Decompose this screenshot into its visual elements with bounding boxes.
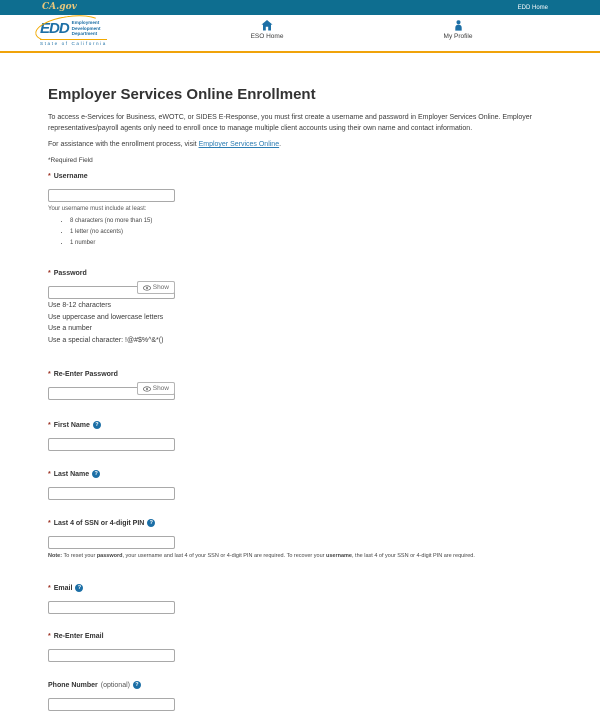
required-asterisk: *	[48, 173, 51, 181]
reenter-email-label-text: Re-Enter Email	[53, 633, 104, 641]
reenter-password-group	[48, 371, 552, 400]
intro-text: To access e-Services for Business, eWOTC, or SIDES E-Response, you must first create a username and password in Employer Services Online. Employer representatives/payroll agents only need to enroll once to manage multiple client accounts using their own name and contact information.	[48, 114, 532, 133]
nav-eso-home[interactable]	[235, 20, 299, 40]
username-rule: • 1 letter (no accents)	[70, 229, 552, 235]
show-reenter-password-button[interactable]	[137, 382, 175, 395]
ssn-pin-help-icon[interactable]: ?	[147, 519, 155, 527]
phone-label	[48, 681, 552, 689]
phone-group	[48, 681, 552, 711]
email-help-icon[interactable]: ?	[75, 584, 83, 592]
first-name-label	[48, 421, 552, 429]
edd-dept-line-2: Development	[71, 25, 101, 31]
phone-input[interactable]	[48, 698, 175, 711]
nav-eso-home-label: ESO Home	[250, 33, 284, 40]
enrollment-form-page	[0, 53, 600, 711]
required-asterisk: *	[48, 470, 51, 478]
email-group	[48, 584, 552, 614]
required-asterisk: *	[48, 584, 51, 592]
site-header	[0, 15, 600, 51]
password-rules	[48, 301, 552, 345]
reenter-email-group	[48, 633, 552, 662]
required-asterisk: *	[48, 633, 51, 641]
username-hint-title: Your username must include at least:	[48, 206, 147, 213]
assistance-text-suffix: .	[279, 141, 282, 149]
reenter-email-input[interactable]	[48, 649, 175, 662]
edd-logo-text: EDD	[40, 20, 69, 38]
page-title: Employer Services Online Enrollment	[48, 86, 316, 103]
ssn-note-bold: Note:	[48, 553, 63, 560]
first-name-label-text: First Name	[53, 421, 90, 429]
reenter-email-label	[48, 633, 552, 640]
email-input[interactable]	[48, 601, 175, 614]
username-rules-list	[70, 218, 552, 246]
ssn-note-text: , the last 4 of your SSN or 4-digit PIN are required.	[352, 553, 475, 560]
person-icon	[453, 20, 464, 31]
last-name-input[interactable]	[48, 487, 175, 500]
phone-help-icon[interactable]: ?	[133, 681, 141, 689]
phone-label-text: Phone Number	[48, 681, 98, 689]
required-asterisk: *	[48, 270, 51, 278]
last-name-label-text: Last Name	[53, 470, 90, 478]
nav-my-profile-label: My Profile	[443, 33, 473, 40]
show-password-label: Show	[152, 284, 169, 292]
edd-dept-line-3: Department	[71, 31, 98, 37]
ca-gov-logo[interactable]: CA.gov	[42, 2, 77, 12]
password-rule: Use a special character: !@#$%^&*()	[48, 336, 164, 344]
ssn-pin-label	[48, 519, 552, 527]
eye-icon	[143, 386, 151, 392]
show-reenter-password-label: Show	[152, 385, 169, 393]
first-name-group	[48, 421, 552, 451]
username-rule: • 8 characters (no more than 15)	[70, 218, 552, 224]
email-label	[48, 584, 552, 592]
required-asterisk: *	[48, 371, 51, 379]
ssn-note-bold: password	[96, 553, 123, 560]
password-label-text: Password	[53, 270, 87, 278]
ssn-pin-group	[48, 519, 552, 559]
required-asterisk: *	[48, 519, 51, 527]
assistance-text	[48, 141, 552, 148]
eye-icon	[143, 285, 151, 291]
last-name-help-icon[interactable]: ?	[92, 470, 100, 478]
password-group	[48, 270, 552, 345]
username-label	[48, 173, 552, 180]
edd-logo-state-text: State of California	[40, 41, 107, 47]
home-icon	[261, 20, 273, 31]
ca-gov-utility-bar	[0, 0, 600, 15]
password-rule: Use uppercase and lowercase letters	[48, 313, 164, 321]
ssn-pin-input[interactable]	[48, 536, 175, 549]
password-rule: Use 8-12 characters	[48, 302, 112, 310]
email-label-text: Email	[53, 584, 73, 592]
required-asterisk: *	[48, 421, 51, 429]
ssn-pin-label-text: Last 4 of SSN or 4-digit PIN	[53, 519, 145, 527]
ssn-note-text: To reset your	[62, 553, 97, 560]
employer-services-online-link[interactable]: Employer Services Online	[198, 141, 280, 149]
assistance-text-prefix: For assistance with the enrollment process, visit	[48, 141, 199, 149]
edd-dept-line-1: Employment	[71, 20, 100, 25]
password-label	[48, 270, 552, 277]
username-group	[48, 173, 552, 246]
ssn-note-text: , your username and last 4 of your SSN or 4-digit PIN are required. To recover your	[122, 553, 326, 560]
ssn-note-bold: username	[326, 553, 352, 560]
phone-optional-text: (optional)	[100, 681, 130, 689]
username-input[interactable]	[48, 189, 175, 202]
last-name-group	[48, 470, 552, 500]
ssn-pin-note	[48, 553, 552, 559]
password-rule: Use a number	[48, 325, 92, 333]
show-password-button[interactable]	[137, 281, 175, 294]
last-name-label	[48, 470, 552, 478]
edd-home-link[interactable]: EDD Home	[517, 4, 548, 11]
first-name-input[interactable]	[48, 438, 175, 451]
first-name-help-icon[interactable]: ?	[93, 421, 101, 429]
edd-logo-department-lines	[72, 20, 101, 37]
username-label-text: Username	[53, 173, 88, 181]
username-rule: • 1 number	[70, 240, 552, 246]
required-field-note: *Required Field	[48, 157, 93, 165]
nav-my-profile[interactable]	[426, 20, 490, 40]
reenter-password-label	[48, 371, 552, 378]
reenter-password-label-text: Re-Enter Password	[53, 371, 118, 379]
edd-logo[interactable]	[40, 20, 107, 46]
